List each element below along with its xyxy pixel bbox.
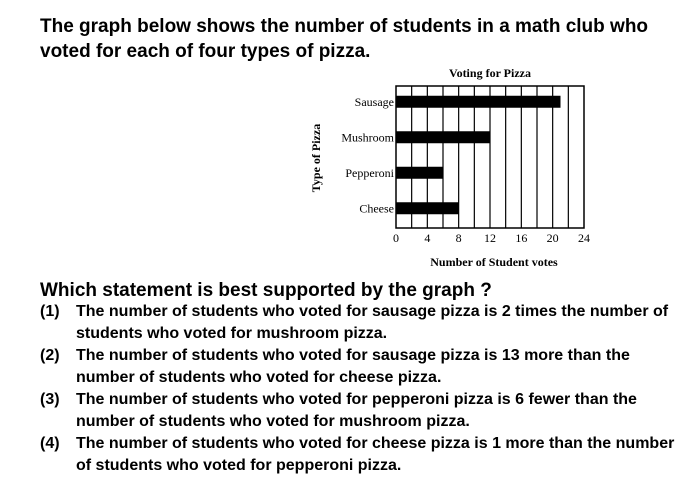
x-tick-label: 12: [484, 231, 496, 245]
intro-text: The graph below shows the number of students in a math club who voted for each of four types of pizza.: [40, 16, 649, 62]
option-text: The number of students who voted for sausage pizza is 13 more than the number of students who voted for cheese pizza.: [76, 347, 630, 386]
y-axis-label: Type of Pizza: [309, 123, 323, 193]
bar-mushroom: [396, 131, 490, 143]
option-number: (2): [40, 347, 60, 364]
option-number: (3): [40, 391, 60, 408]
category-label: Cheese: [359, 201, 394, 216]
category-label: Pepperoni: [345, 165, 394, 180]
bar-sausage: [396, 96, 561, 108]
x-tick-label: 8: [455, 231, 462, 245]
chart-bars: [396, 96, 561, 215]
category-labels: [341, 95, 394, 216]
option-text: The number of students who voted for cheese pizza is 1 more than the number of students who voted for pepperoni pizza.: [76, 435, 675, 474]
answer-options: [40, 301, 690, 477]
x-tick-label: 4: [424, 231, 431, 245]
bar-cheese: [396, 202, 459, 214]
chart-title: Voting for Pizza: [449, 66, 531, 80]
option-number: (4): [40, 435, 60, 452]
bar-pepperoni: [396, 167, 443, 179]
tick-labels: [393, 231, 590, 245]
option-text: The number of students who voted for sausage pizza is 2 times the number of students who voted for mushroom pizza.: [76, 303, 669, 342]
option-text: The number of students who voted for pepperoni pizza is 6 fewer than the number of students who voted for mushroom pizza.: [76, 391, 637, 430]
answer-option: [40, 301, 690, 345]
answer-option: [40, 389, 690, 433]
answer-option: [40, 433, 690, 477]
x-tick-label: 20: [546, 231, 559, 245]
category-label: Mushroom: [341, 130, 394, 145]
answer-option: [40, 345, 690, 389]
option-number: (1): [40, 303, 60, 320]
bar-chart: [300, 62, 600, 272]
x-tick-label: 24: [578, 231, 590, 245]
x-tick-label: 0: [393, 231, 399, 245]
question-text: Which statement is best supported by the graph ?: [40, 280, 492, 301]
x-axis-label: Number of Student votes: [430, 255, 558, 269]
category-label: Sausage: [354, 94, 394, 109]
x-tick-label: 16: [515, 231, 528, 245]
